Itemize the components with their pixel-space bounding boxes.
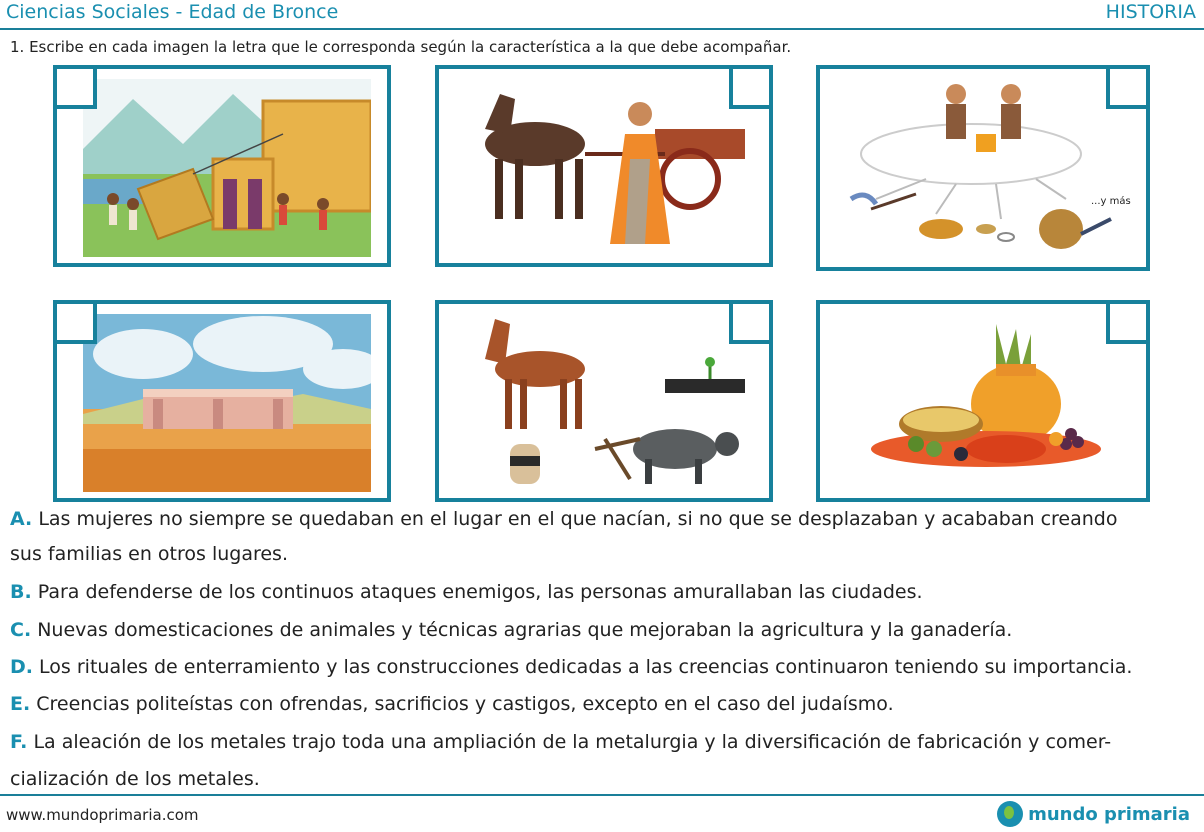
page-title: Ciencias Sociales - Edad de Bronce <box>6 1 339 23</box>
statement-f <box>10 724 1111 761</box>
image-card-3 <box>816 65 1150 271</box>
statement-text: cialización de los metales. <box>10 768 260 790</box>
mundo-primaria-logo[interactable] <box>997 801 1190 827</box>
statement-letter: C. <box>10 619 32 641</box>
answer-box-5[interactable] <box>729 300 773 344</box>
statement-text: Las mujeres no siempre se quedaban en el lugar en el que nacían, si no que se desplazaban y acababan creando <box>38 508 1118 530</box>
image-card-5 <box>435 300 773 502</box>
walled-city-illustration <box>83 314 371 492</box>
offerings-illustration <box>846 314 1134 492</box>
globe-icon <box>997 801 1023 827</box>
answer-box-2[interactable] <box>729 65 773 109</box>
answer-box-6[interactable] <box>1106 300 1150 344</box>
statement-text: Para defenderse de los continuos ataques enemigos, las personas amurallaban las ciudades. <box>37 581 923 603</box>
statement-text: Nuevas domesticaciones de animales y técnicas agrarias que mejoraban la agricultura y la ganadería. <box>37 619 1013 641</box>
statement-b <box>10 574 923 611</box>
statement-e <box>10 686 894 723</box>
answer-box-4[interactable] <box>53 300 97 344</box>
image-card-2 <box>435 65 773 267</box>
metallurgy-caption: ...y más <box>1091 196 1131 207</box>
footer-divider <box>0 794 1204 796</box>
subject-label: HISTORIA <box>1105 1 1196 23</box>
metallurgy-illustration <box>846 79 1134 257</box>
image-card-4 <box>53 300 391 502</box>
footer-url[interactable]: www.mundoprimaria.com <box>6 806 199 824</box>
statement-a <box>10 501 1117 538</box>
answer-box-1[interactable] <box>53 65 97 109</box>
answer-box-3[interactable] <box>1106 65 1150 109</box>
construction-scene-illustration <box>83 79 371 257</box>
statement-letter: B. <box>10 581 32 603</box>
statement-d <box>10 649 1132 686</box>
image-card-1 <box>53 65 391 267</box>
statement-letter: D. <box>10 656 33 678</box>
image-card-6 <box>816 300 1150 502</box>
horse-ox-plough-illustration <box>465 314 753 492</box>
statement-a-continued <box>10 536 288 573</box>
statement-letter: F. <box>10 731 28 753</box>
statement-text: Los rituales de enterramiento y las construcciones dedicadas a las creencias continuaron teniendo su importancia. <box>39 656 1133 678</box>
statement-text: sus familias en otros lugares. <box>10 543 288 565</box>
logo-text: mundo primaria <box>1028 803 1190 825</box>
header-divider <box>0 28 1204 30</box>
statement-c <box>10 612 1012 649</box>
statement-letter: E. <box>10 693 31 715</box>
statement-text: La aleación de los metales trajo toda una ampliación de la metalurgia y la diversificación de fabricación y comer- <box>33 731 1112 753</box>
statement-f-continued <box>10 761 260 798</box>
instruction-text: 1. Escribe en cada imagen la letra que le corresponda según la característica a la que debe acompañar. <box>10 38 792 56</box>
horse-cart-woman-illustration <box>465 79 753 257</box>
statement-text: Creencias politeístas con ofrendas, sacrificios y castigos, excepto en el caso del judaísmo. <box>36 693 894 715</box>
statement-letter: A. <box>10 508 33 530</box>
